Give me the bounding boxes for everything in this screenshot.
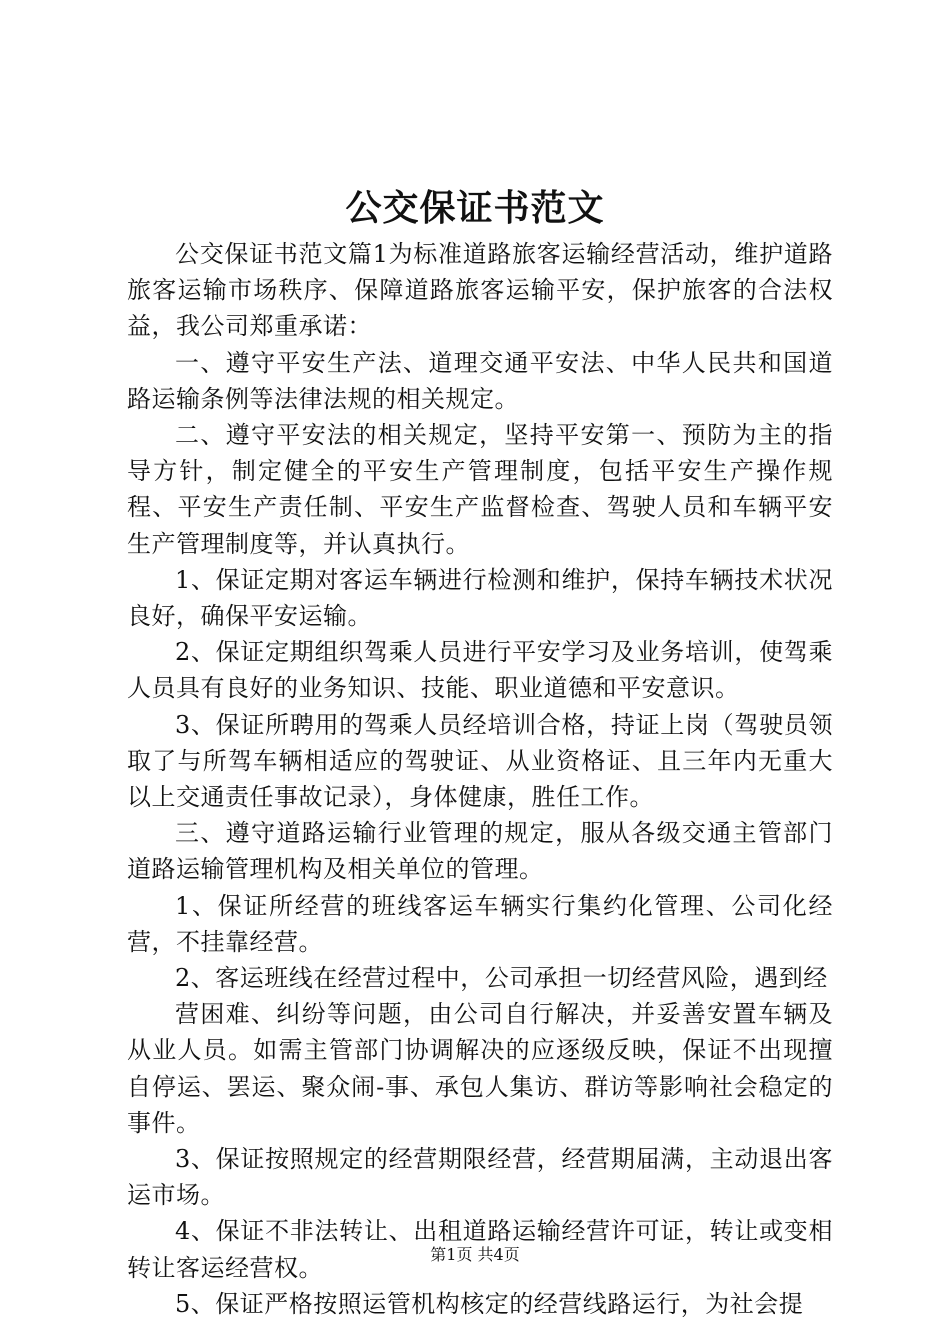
paragraph: 1、保证所经营的班线客运车辆实行集约化管理、公司化经营，不挂靠经营。 [127, 891, 833, 956]
paragraph: 4、保证不非法转让、出租道路运输经营许可证，转让或变相转让客运经营权。 [127, 1217, 833, 1282]
paragraph: 3、保证所聘用的驾乘人员经培训合格，持证上岗（驾驶员领取了与所驾车辆相适应的驾驶证、从业资格证、且三年内无重大以上交通责任事故记录），身体健康，胜任工作。 [127, 710, 833, 812]
paragraph: 5、保证严格按照运管机构核定的经营线路运行，为社会提 [175, 1289, 804, 1318]
paragraph: 2、客运班线在经营过程中，公司承担一切经营风险，遇到经 [175, 964, 828, 993]
page-number: 第1页 共4页 [430, 1245, 520, 1264]
page-title: 公交保证书范文 [345, 187, 605, 229]
paragraph: 二、遵守平安法的相关规定，坚持平安第一、预防为主的指导方针，制定健全的平安生产管理制度，包括平安生产操作规程、平安生产责任制、平安生产监督检查、驾驶人员和车辆平安生产管理制度等，并认真执行。 [127, 421, 833, 558]
paragraph: 营困难、纠纷等问题，由公司自行解决，并妥善安置车辆及从业人员。如需主管部门协调解决的应逐级反映，保证不出现擅自停运、罢运、聚众闹-事、承包人集访、群访等影响社会稳定的事件。 [127, 1000, 833, 1137]
paragraph: 公交保证书范文篇1为标准道路旅客运输经营活动，维护道路旅客运输市场秩序、保障道路旅客运输平安，保护旅客的合法权益，我公司郑重承诺： [127, 240, 833, 341]
document-body [127, 236, 833, 1322]
paragraph: 三、遵守道路运输行业管理的规定，服从各级交通主管部门道路运输管理机构及相关单位的管理。 [127, 819, 833, 884]
paragraph: 3、保证按照规定的经营期限经营，经营期届满，主动退出客运市场。 [127, 1145, 833, 1210]
paragraph: 2、保证定期组织驾乘人员进行平安学习及业务培训，使驾乘人员具有良好的业务知识、技能、职业道德和平安意识。 [127, 638, 833, 703]
paragraph: 1、保证定期对客运车辆进行检测和维护，保持车辆技术状况良好，确保平安运输。 [127, 565, 833, 631]
paragraph: 一、遵守平安生产法、道理交通平安法、中华人民共和国道路运输条例等法律法规的相关规定。 [127, 348, 833, 413]
